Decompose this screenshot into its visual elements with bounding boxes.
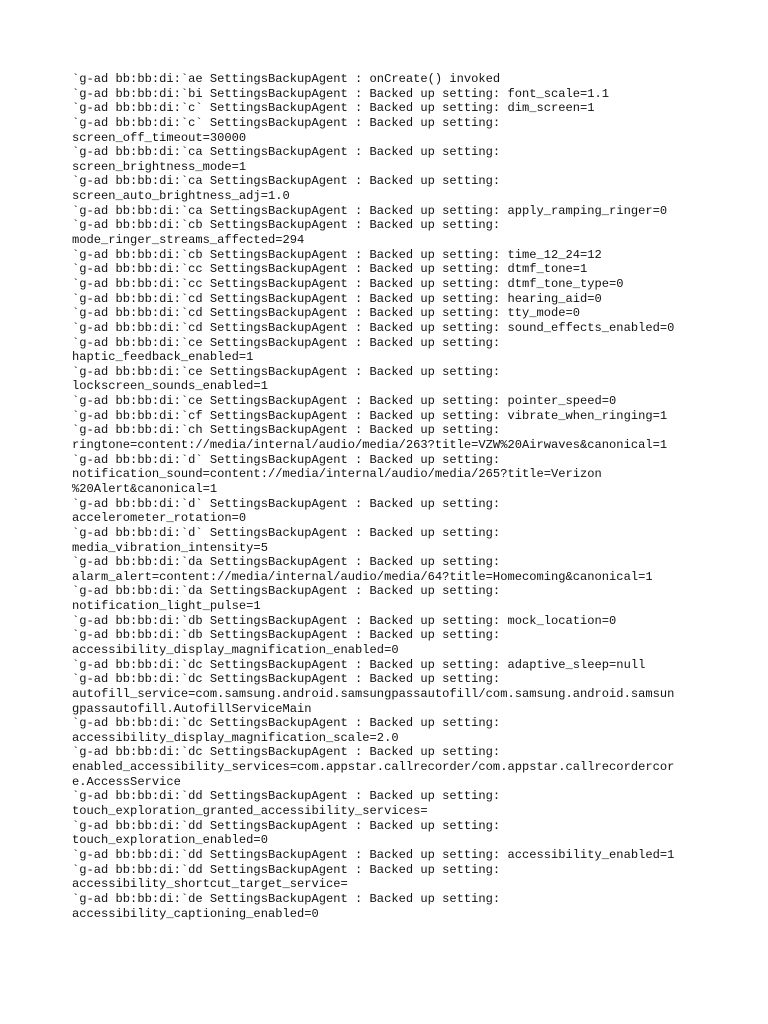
- log-line: `g-ad bb:bb:di:`de SettingsBackupAgent : Backed up setting:: [72, 891, 501, 906]
- log-line: `g-ad bb:bb:di:`cd SettingsBackupAgent : Backed up setting: sound_effects_enabled=0: [72, 320, 675, 335]
- log-line: `g-ad bb:bb:di:`bi SettingsBackupAgent : Backed up setting: font_scale=1.1: [72, 86, 610, 101]
- log-line: `g-ad bb:bb:di:`d` SettingsBackupAgent : Backed up setting:: [72, 496, 501, 511]
- log-line: `g-ad bb:bb:di:`ch SettingsBackupAgent : Backed up setting:: [72, 423, 501, 438]
- log-line: `g-ad bb:bb:di:`cd SettingsBackupAgent : Backed up setting: hearing_aid=0: [72, 291, 602, 306]
- log-line: e.AccessService: [72, 774, 181, 789]
- log-line: `g-ad bb:bb:di:`c` SettingsBackupAgent : Backed up setting: dim_screen=1: [72, 101, 595, 116]
- log-line: `g-ad bb:bb:di:`cf SettingsBackupAgent : Backed up setting: vibrate_when_ringing=1: [72, 408, 668, 423]
- log-line: mode_ringer_streams_affected=294: [72, 233, 305, 248]
- log-line: touch_exploration_enabled=0: [72, 833, 268, 848]
- log-line: screen_brightness_mode=1: [72, 159, 247, 174]
- log-line: `g-ad bb:bb:di:`ae SettingsBackupAgent : onCreate() invoked: [72, 72, 501, 86]
- log-line: `g-ad bb:bb:di:`ca SettingsBackupAgent : Backed up setting: apply_ramping_ringer=0: [72, 203, 668, 218]
- log-line: touch_exploration_granted_accessibility_services=: [72, 804, 428, 819]
- log-line: `g-ad bb:bb:di:`dc SettingsBackupAgent : Backed up setting:: [72, 716, 501, 731]
- log-line: `g-ad bb:bb:di:`dc SettingsBackupAgent : Backed up setting:: [72, 672, 501, 687]
- log-line: screen_off_timeout=30000: [72, 130, 247, 145]
- log-line: `g-ad bb:bb:di:`ce SettingsBackupAgent : Backed up setting:: [72, 335, 501, 350]
- log-line: `g-ad bb:bb:di:`ce SettingsBackupAgent : Backed up setting: pointer_speed=0: [72, 394, 617, 409]
- log-line: `g-ad bb:bb:di:`c` SettingsBackupAgent : Backed up setting:: [72, 115, 501, 130]
- log-line: ringtone=content://media/internal/audio/media/263?title=VZW%20Airwaves&canonical=1: [72, 438, 668, 453]
- log-line: screen_auto_brightness_adj=1.0: [72, 189, 290, 204]
- log-line: accessibility_display_magnification_enabled=0: [72, 642, 399, 657]
- log-line: alarm_alert=content://media/internal/audio/media/64?title=Homecoming&canonical=1: [72, 569, 653, 584]
- log-line: `g-ad bb:bb:di:`dd SettingsBackupAgent : Backed up setting: accessibility_enabled=1: [72, 847, 675, 862]
- log-line: `g-ad bb:bb:di:`ca SettingsBackupAgent : Backed up setting:: [72, 174, 501, 189]
- log-line: `g-ad bb:bb:di:`db SettingsBackupAgent : Backed up setting:: [72, 628, 501, 643]
- log-line: lockscreen_sounds_enabled=1: [72, 379, 268, 394]
- log-line: gpassautofill.AutofillServiceMain: [72, 701, 312, 716]
- log-line: autofill_service=com.samsung.android.samsungpassautofill/com.samsung.android.samsun: [72, 686, 675, 701]
- log-line: %20Alert&canonical=1: [72, 481, 218, 496]
- log-line: `g-ad bb:bb:di:`cb SettingsBackupAgent : Backed up setting: time_12_24=12: [72, 247, 602, 262]
- log-line: `g-ad bb:bb:di:`ce SettingsBackupAgent : Backed up setting:: [72, 364, 501, 379]
- log-line: accessibility_display_magnification_scale=2.0: [72, 730, 399, 745]
- log-line: `g-ad bb:bb:di:`cd SettingsBackupAgent : Backed up setting: tty_mode=0: [72, 306, 581, 321]
- log-line: accelerometer_rotation=0: [72, 511, 247, 526]
- log-line: `g-ad bb:bb:di:`d` SettingsBackupAgent : Backed up setting:: [72, 452, 501, 467]
- log-line: notification_light_pulse=1: [72, 599, 261, 614]
- log-line: `g-ad bb:bb:di:`db SettingsBackupAgent : Backed up setting: mock_location=0: [72, 613, 617, 628]
- log-line: `g-ad bb:bb:di:`cc SettingsBackupAgent : Backed up setting: dtmf_tone=1: [72, 262, 588, 277]
- log-line: `g-ad bb:bb:di:`da SettingsBackupAgent : Backed up setting:: [72, 584, 501, 599]
- log-line: `g-ad bb:bb:di:`d` SettingsBackupAgent : Backed up setting:: [72, 525, 501, 540]
- log-line: haptic_feedback_enabled=1: [72, 350, 254, 365]
- log-line: `g-ad bb:bb:di:`dc SettingsBackupAgent : Backed up setting: adaptive_sleep=null: [72, 657, 646, 672]
- log-line: enabled_accessibility_services=com.appstar.callrecorder/com.appstar.callrecordercor: [72, 760, 675, 775]
- log-line: `g-ad bb:bb:di:`dc SettingsBackupAgent : Backed up setting:: [72, 745, 501, 760]
- log-line: `g-ad bb:bb:di:`dd SettingsBackupAgent : Backed up setting:: [72, 789, 501, 804]
- log-line: `g-ad bb:bb:di:`cc SettingsBackupAgent : Backed up setting: dtmf_tone_type=0: [72, 276, 624, 291]
- log-line: accessibility_shortcut_target_service=: [72, 877, 348, 892]
- log-text-block: [72, 72, 712, 921]
- log-line: `g-ad bb:bb:di:`ca SettingsBackupAgent : Backed up setting:: [72, 145, 501, 160]
- log-line: accessibility_captioning_enabled=0: [72, 906, 319, 921]
- log-line: media_vibration_intensity=5: [72, 540, 268, 555]
- log-line: `g-ad bb:bb:di:`da SettingsBackupAgent : Backed up setting:: [72, 555, 501, 570]
- log-line: `g-ad bb:bb:di:`dd SettingsBackupAgent : Backed up setting:: [72, 862, 501, 877]
- log-line: `g-ad bb:bb:di:`cb SettingsBackupAgent : Backed up setting:: [72, 218, 501, 233]
- log-line: notification_sound=content://media/internal/audio/media/265?title=Verizon: [72, 467, 602, 482]
- log-line: `g-ad bb:bb:di:`dd SettingsBackupAgent : Backed up setting:: [72, 818, 501, 833]
